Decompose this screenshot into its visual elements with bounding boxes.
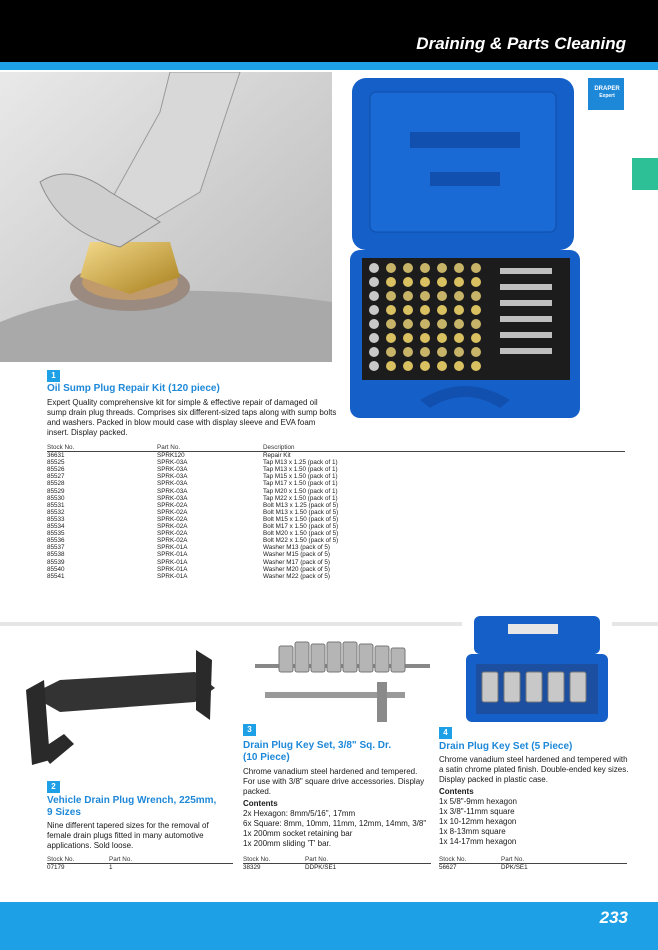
tray-part: [437, 333, 447, 343]
tray-part: [471, 277, 481, 287]
stock-number: 85525: [47, 459, 65, 467]
tray-part: [454, 277, 464, 287]
stock-number: 85528: [47, 480, 65, 488]
tray-part: [471, 263, 481, 273]
tray-part: [403, 347, 413, 357]
section-title: Draining & Parts Cleaning: [416, 34, 626, 53]
product-title-3: Drain Plug Key Set, 3/8" Sq. Dr. (10 Piece): [243, 740, 392, 763]
stock-number: 85526: [47, 466, 65, 474]
product-title-1: Oil Sump Plug Repair Kit (120 piece): [47, 383, 220, 394]
page-footer: [0, 902, 658, 950]
part-col-header: Part No.: [109, 856, 233, 864]
part-number: SPRK-03A: [157, 459, 188, 467]
product-title-2: Vehicle Drain Plug Wrench, 225mm, 9 Sizes: [47, 795, 217, 818]
tray-part: [386, 361, 396, 371]
item-description: Bolt M17 x 1.50 (pack of 5): [263, 523, 339, 531]
item-description: Bolt M15 x 1.50 (pack of 5): [263, 515, 339, 523]
table-row: [47, 551, 625, 558]
item-description: Bolt M13 x 1.50 (pack of 5): [263, 508, 339, 516]
table-header: [47, 444, 625, 452]
tray-part: [420, 361, 430, 371]
item-description: Washer M20 (pack of 5): [263, 565, 330, 573]
table-row: [47, 488, 625, 495]
tray-part: [471, 319, 481, 329]
stock-number: 85530: [47, 494, 65, 502]
contents-item: 6x Square: 8mm, 10mm, 11mm, 12mm, 14mm, 3/8": [243, 819, 427, 828]
part-number: SPRK-03A: [157, 473, 188, 481]
product-number-2: 2: [47, 781, 60, 793]
tray-part: [403, 263, 413, 273]
contents-item: 1x 14-17mm hexagon: [439, 837, 517, 846]
part-col-header: Part No.: [305, 856, 431, 864]
part-number: SPRK-02A: [157, 523, 188, 531]
tray-part: [454, 291, 464, 301]
stock-number: 85540: [47, 565, 65, 573]
table-row: [47, 530, 625, 537]
table-row: [47, 459, 625, 466]
tray-part: [471, 333, 481, 343]
item-description: Tap M22 x 1.50 (pack of 1): [263, 494, 338, 502]
tray-part: [386, 305, 396, 315]
part-number: SPRK-01A: [157, 572, 188, 580]
product-description-3: Chrome vanadium steel hardened and tempered. For use with 3/8" square drive accessories. Display packed.: [243, 767, 425, 796]
tray-part: [403, 277, 413, 287]
product-number-3: 3: [243, 724, 256, 736]
stock-col-header: Stock No.: [439, 856, 501, 864]
draper-logo: DRAPER Expert: [594, 86, 620, 99]
part-col-header: Part No.: [157, 444, 263, 452]
part-number: SPRK-03A: [157, 494, 188, 502]
tap-tool: [500, 348, 552, 354]
stock-table-4: [439, 856, 627, 871]
item-description: Washer M17 (pack of 5): [263, 558, 330, 566]
stock-number: 85529: [47, 487, 65, 495]
tray-part: [403, 305, 413, 315]
table-row: [47, 537, 625, 544]
tray-part: [437, 347, 447, 357]
stock-number: 85538: [47, 551, 65, 559]
part-number: SPRK-02A: [157, 508, 188, 516]
table-row: [47, 466, 625, 473]
item-description: Tap M13 x 1.25 (pack of 1): [263, 459, 338, 467]
tray-part: [454, 347, 464, 357]
product-description-2: Nine different tapered sizes for the removal of female drain plugs fitted in many automotive applications. Sold loose.: [47, 821, 209, 850]
product-description-4: Chrome vanadium steel hardened and tempered with a satin chrome plated finish. Double-ended key sizes. Display packed in plastic case.: [439, 755, 629, 784]
table-row: 07179 1: [47, 864, 113, 872]
tray-part: [403, 361, 413, 371]
tray-part: [386, 291, 396, 301]
table-row: [47, 544, 625, 551]
tray-part: [420, 347, 430, 357]
contents-item: 2x Hexagon: 8mm/5/16", 17mm: [243, 809, 356, 818]
contents-item: 1x 8-13mm square: [439, 827, 506, 836]
stock-number: 85536: [47, 537, 65, 545]
contents-item: 1x 3/8"-11mm square: [439, 807, 515, 816]
table-row: [47, 516, 625, 523]
stock-number: 85533: [47, 515, 65, 523]
tray-part: [454, 319, 464, 329]
contents-item: 1x 200mm sliding 'T' bar.: [243, 839, 331, 848]
tray-part: [454, 305, 464, 315]
tray-part: [471, 347, 481, 357]
tray-part: [454, 263, 464, 273]
sump-plug-photo: [0, 72, 332, 362]
key-set-5pc-photo: [462, 614, 612, 724]
stock-number: 85541: [47, 572, 65, 580]
part-number: SPRK-02A: [157, 530, 188, 538]
contents-3: Contents 2x Hexagon: 8mm/5/16", 17mm 6x Square: 8mm, 10mm, 11mm, 12mm, 14mm, 3/8" 1x 200mm socket retaining bar 1x 200mm sliding 'T' bar.: [243, 799, 433, 849]
table-row: [47, 559, 625, 566]
stock-number: 36631: [47, 452, 65, 460]
tray-part: [386, 333, 396, 343]
blue-case-keys-illustration: [462, 614, 612, 724]
tray-part: [471, 291, 481, 301]
tray-part: [420, 319, 430, 329]
tray-part: [454, 333, 464, 343]
table-row: [47, 573, 625, 580]
tray-part: [437, 361, 447, 371]
tray-part: [437, 291, 447, 301]
item-description: Tap M13 x 1.50 (pack of 1): [263, 466, 338, 474]
description-col-header: Description: [263, 444, 625, 452]
part-number: SPRK-03A: [157, 487, 188, 495]
tray-part: [386, 347, 396, 357]
keys-and-tbar-illustration: [255, 634, 430, 724]
item-description: Tap M20 x 1.50 (pack of 1): [263, 487, 338, 495]
tray-part: [420, 277, 430, 287]
stock-number: 85532: [47, 508, 65, 516]
product-title-4: Drain Plug Key Set (5 Piece): [439, 741, 573, 752]
part-number: SPRK-01A: [157, 551, 188, 559]
header-band: [0, 62, 658, 70]
item-description: Bolt M13 x 1.25 (pack of 5): [263, 501, 339, 509]
wrench-illustration: [20, 640, 225, 775]
item-description: Tap M17 x 1.50 (pack of 1): [263, 480, 338, 488]
stock-col-header: Stock No.: [47, 856, 109, 864]
tray-part: [471, 305, 481, 315]
drain-wrench-photo: [20, 640, 225, 775]
page-header: [0, 0, 658, 62]
stock-number: 85537: [47, 544, 65, 552]
tray-part: [386, 263, 396, 273]
part-number: SPRK-01A: [157, 558, 188, 566]
tray-part: [369, 305, 379, 315]
table-row: [47, 566, 625, 573]
tray-part: [369, 277, 379, 287]
stock-number: 85531: [47, 501, 65, 509]
table-row: 38329 DDPK/SE1: [243, 864, 337, 872]
tray-part: [369, 319, 379, 329]
tap-tool: [500, 268, 552, 274]
tray-part: [369, 333, 379, 343]
key-set-38-photo: [255, 634, 430, 724]
tray-part: [437, 277, 447, 287]
stock-number: 85527: [47, 473, 65, 481]
tray-part: [369, 263, 379, 273]
tap-tool: [500, 332, 552, 338]
product-description-1: Expert Quality comprehensive kit for simple & effective repair of damaged oil sump drain plug threads. Comprises six different-sized taps along with sump bolts and washers. Packed in blow mould case with display sleeve and EVA foam insert. Display packed.: [47, 398, 337, 437]
tray-part: [437, 319, 447, 329]
stock-number: 85534: [47, 523, 65, 531]
wrench-sump-illustration: [0, 72, 332, 362]
stock-number: 85535: [47, 530, 65, 538]
stock-table-3: [243, 856, 431, 871]
tray-part: [420, 333, 430, 343]
table-row: [47, 452, 625, 460]
contents-item: 1x 200mm socket retaining bar: [243, 829, 353, 838]
item-description: Repair Kit: [263, 452, 291, 460]
tray-part: [471, 361, 481, 371]
stock-col-header: Stock No.: [243, 856, 305, 864]
table-row: [47, 509, 625, 516]
item-description: Bolt M22 x 1.50 (pack of 5): [263, 537, 339, 545]
tray-part: [420, 305, 430, 315]
table-row: 56627 DPK/SE1: [439, 864, 528, 872]
item-description: Washer M13 (pack of 5): [263, 544, 330, 552]
stock-table-2: [47, 856, 233, 871]
stock-number: 85539: [47, 558, 65, 566]
part-col-header: Part No.: [501, 856, 627, 864]
tray-part: [420, 291, 430, 301]
part-number: SPRK-02A: [157, 537, 188, 545]
item-description: Bolt M20 x 1.50 (pack of 5): [263, 530, 339, 538]
tray-part: [386, 319, 396, 329]
tray-part: [369, 291, 379, 301]
part-number: SPRK-02A: [157, 515, 188, 523]
part-number: SPRK-02A: [157, 501, 188, 509]
item-description: Tap M15 x 1.50 (pack of 1): [263, 473, 338, 481]
contents-4: Contents 1x 5/8"-9mm hexagon 1x 3/8"-11mm square 1x 10-12mm hexagon 1x 8-13mm square 1x 14-17mm hexagon: [439, 787, 629, 847]
table-row: [47, 480, 625, 487]
part-number: SPRK120: [157, 452, 185, 460]
tap-tool: [500, 300, 552, 306]
tray-part: [403, 333, 413, 343]
part-number: SPRK-01A: [157, 565, 188, 573]
product-number-4: 4: [439, 727, 452, 739]
contents-item: 1x 5/8"-9mm hexagon: [439, 797, 517, 806]
stock-table-1: [47, 444, 627, 580]
tap-tool: [500, 284, 552, 290]
part-number: SPRK-03A: [157, 480, 188, 488]
item-description: Washer M15 (pack of 5): [263, 551, 330, 559]
product-number-1: 1: [47, 370, 60, 382]
contents-item: 1x 10-12mm hexagon: [439, 817, 517, 826]
table-row: [47, 473, 625, 480]
part-number: SPRK-03A: [157, 466, 188, 474]
tray-part: [420, 263, 430, 273]
tray-part: [403, 291, 413, 301]
tray-part: [369, 347, 379, 357]
page-number: 233: [599, 908, 628, 927]
blue-case-illustration: [340, 72, 628, 422]
tap-tool: [500, 316, 552, 322]
tray-part: [369, 361, 379, 371]
section-tab: [632, 158, 658, 190]
tray-part: [437, 305, 447, 315]
table-row: [47, 502, 625, 509]
table-row: [47, 495, 625, 502]
tray-part: [454, 361, 464, 371]
tray-part: [437, 263, 447, 273]
stock-col-header: Stock No.: [47, 444, 157, 452]
tray-part: [403, 319, 413, 329]
repair-kit-case-photo: [340, 72, 628, 422]
item-description: Washer M22 (pack of 5): [263, 572, 330, 580]
table-row: [47, 523, 625, 530]
part-number: SPRK-01A: [157, 544, 188, 552]
tray-part: [386, 277, 396, 287]
